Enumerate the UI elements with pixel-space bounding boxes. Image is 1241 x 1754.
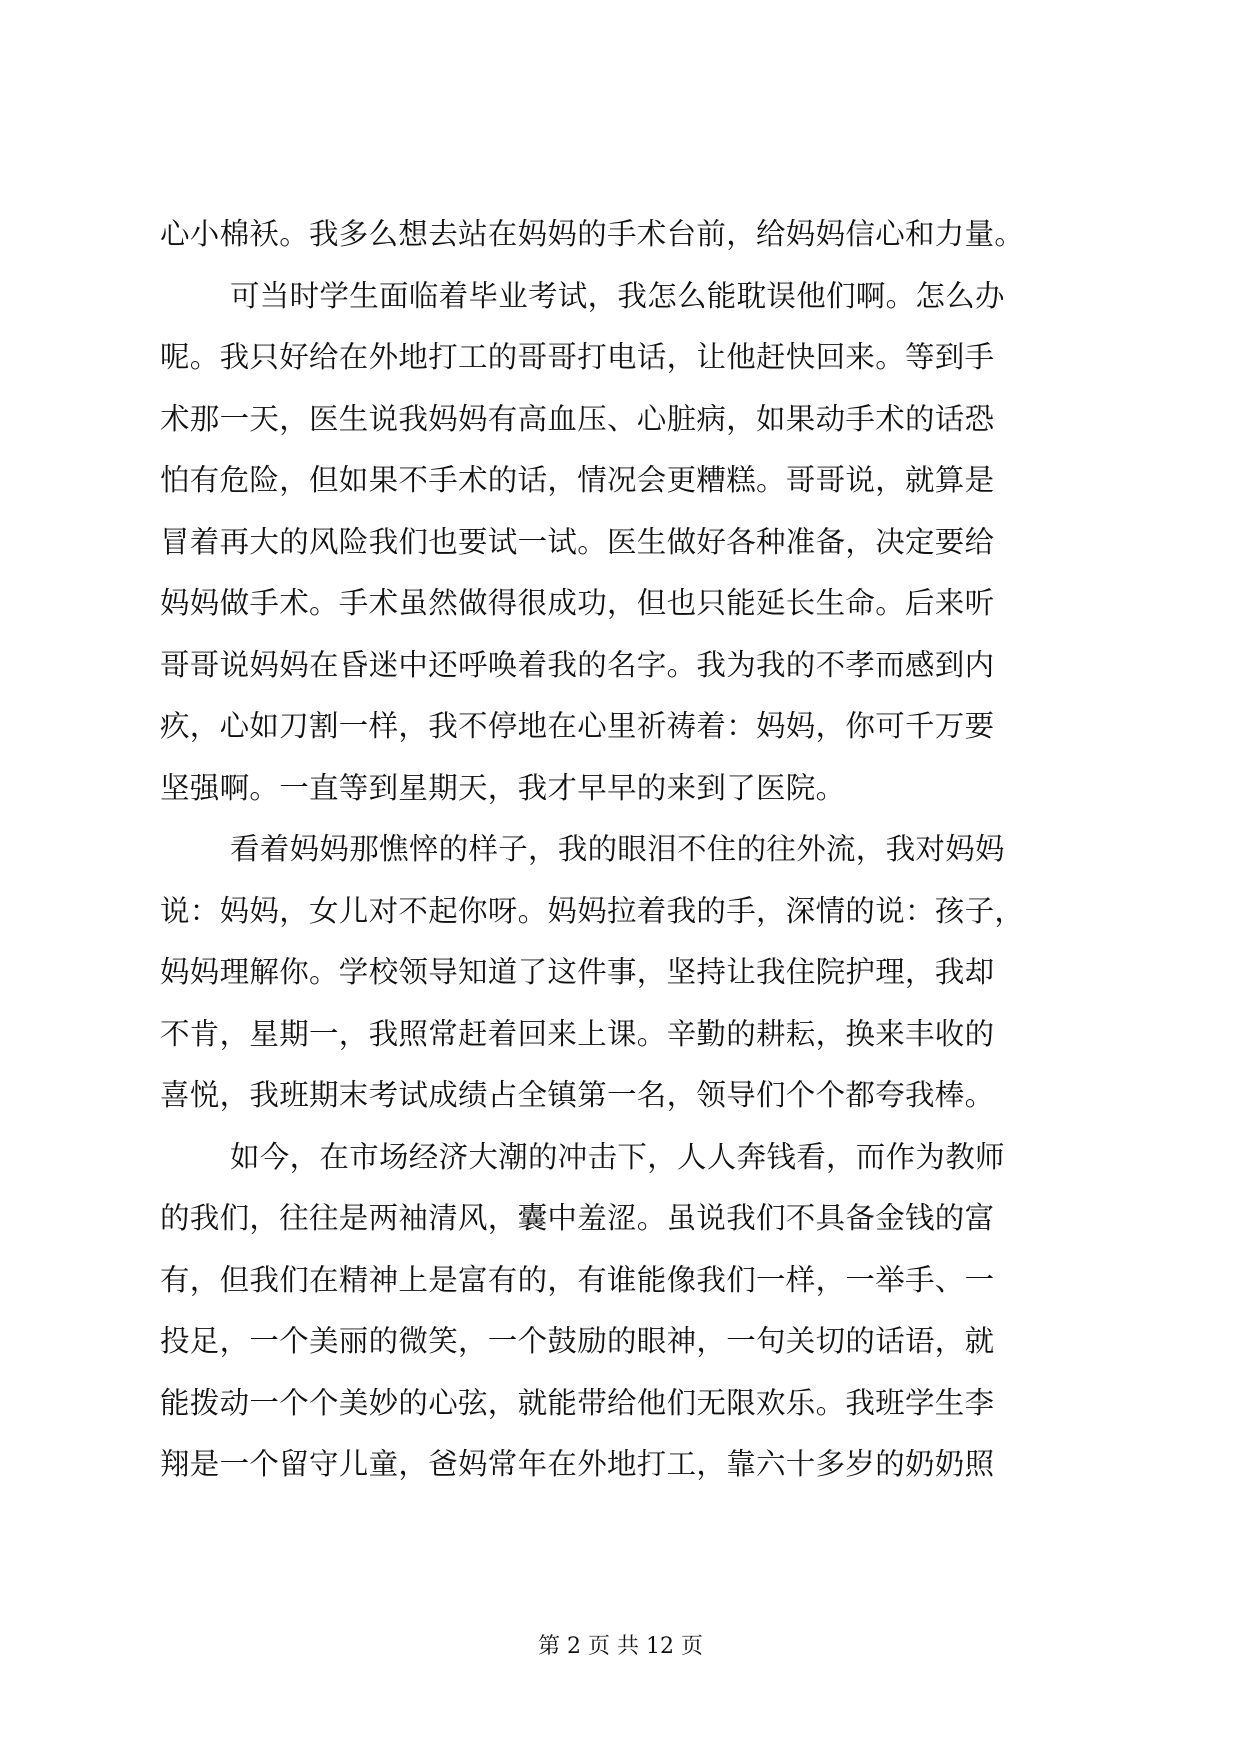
text-line: 疚，心如刀割一样，我不停地在心里祈祷着：妈妈，你可千万要 bbox=[160, 709, 995, 743]
text-line: 妈妈做手术。手术虽然做得很成功，但也只能延长生命。后来听 bbox=[160, 586, 995, 620]
text-line: 冒着再大的风险我们也要试一试。医生做好各种准备，决定要给 bbox=[160, 524, 995, 559]
text-line: 呢。我只好给在外地打工的哥哥打电话，让他赶快回来。等到手 bbox=[160, 340, 995, 374]
text-line: 喜悦，我班期末考试成绩占全镇第一名，领导们个个都夸我棒。 bbox=[160, 1078, 995, 1112]
text-line: 有，但我们在精神上是富有的，有谁能像我们一样，一举手、一 bbox=[160, 1262, 995, 1297]
text-line: 心小棉袄。我多么想去站在妈妈的手术台前，给妈妈信心和力量。 bbox=[160, 217, 1025, 251]
text-line: 术那一天，医生说我妈妈有高血压、心脏病，如果动手术的话恐 bbox=[160, 401, 995, 436]
text-line: 说：妈妈，女儿对不起你呀。妈妈拉着我的手，深情的说：孩子， bbox=[160, 893, 1025, 928]
text-line: 的我们，往往是两袖清风，囊中羞涩。虽说我们不具备金钱的富 bbox=[160, 1201, 995, 1235]
text-line: 哥哥说妈妈在昏迷中还呼唤着我的名字。我为我的不孝而感到内 bbox=[160, 647, 995, 682]
text-line: 看着妈妈那憔悴的样子，我的眼泪不住的往外流，我对妈妈 bbox=[230, 832, 1005, 866]
text-line: 不肯，星期一，我照常赶着回来上课。辛勤的耕耘，换来丰收的 bbox=[160, 1016, 995, 1051]
text-line: 妈妈理解你。学校领导知道了这件事，坚持让我住院护理，我却 bbox=[160, 955, 995, 989]
body-text bbox=[160, 204, 1100, 1496]
text-line: 如今，在市场经济大潮的冲击下，人人奔钱看，而作为教师 bbox=[230, 1139, 1005, 1174]
page-footer: 第 2 页 共 12 页 bbox=[538, 1634, 703, 1659]
text-line: 怕有危险，但如果不手术的话，情况会更糟糕。哥哥说，就算是 bbox=[160, 463, 995, 497]
text-line: 坚强啊。一直等到星期天，我才早早的来到了医院。 bbox=[160, 770, 846, 805]
text-line: 投足，一个美丽的微笑，一个鼓励的眼神，一句关切的话语，就 bbox=[160, 1324, 995, 1358]
text-line: 翔是一个留守儿童，爸妈常年在外地打工，靠六十多岁的奶奶照 bbox=[160, 1447, 995, 1481]
text-line: 可当时学生面临着毕业考试，我怎么能耽误他们啊。怎么办 bbox=[230, 278, 1005, 313]
text-line: 能拨动一个个美妙的心弦，就能带给他们无限欢乐。我班学生李 bbox=[160, 1385, 995, 1420]
